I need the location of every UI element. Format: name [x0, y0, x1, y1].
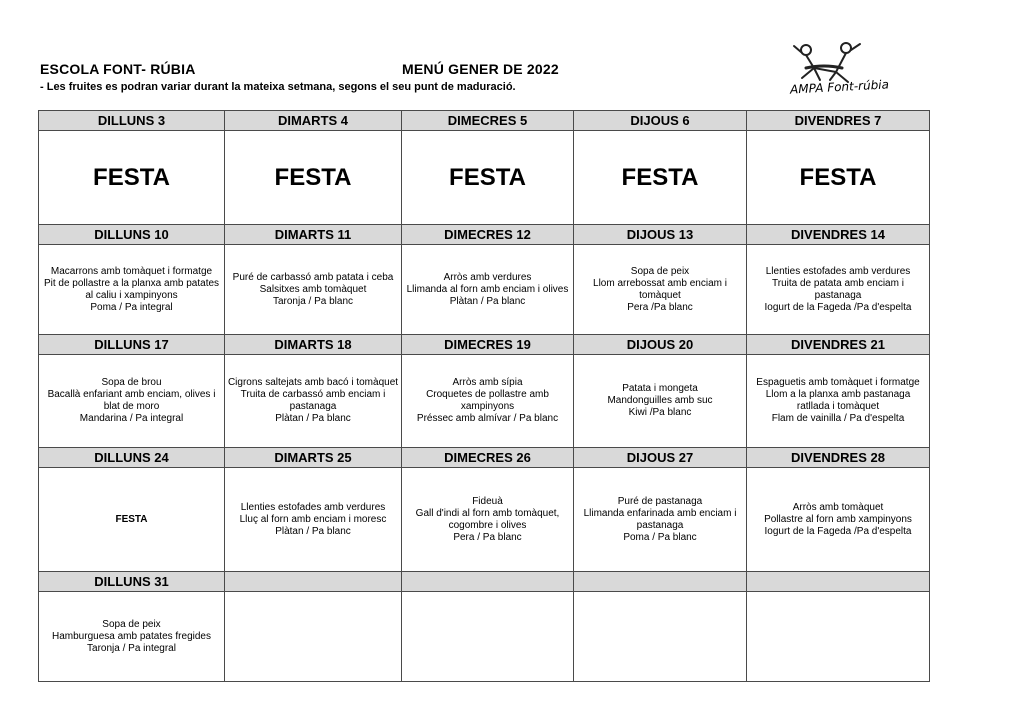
first-course: Arròs amb verdures: [443, 271, 532, 283]
menu-cell: [225, 355, 402, 448]
day-header: DIVENDRES 21: [747, 335, 930, 355]
first-course: Patata i mongeta: [622, 383, 698, 394]
dessert: Pera /Pa blanc: [627, 301, 693, 313]
dessert: Préssec amb almívar / Pa blanc: [416, 413, 559, 424]
menu-cell: [574, 468, 747, 572]
menu-cell: [402, 245, 574, 335]
day-header: [574, 572, 747, 592]
empty-cell: [747, 592, 930, 682]
festa-label: FESTA: [402, 131, 574, 225]
second-course: Salsitxes amb tomàquet: [259, 283, 367, 295]
menu-cell: [225, 468, 402, 572]
first-course: Sopa de peix: [102, 618, 161, 630]
second-course: Croquetes de pollastre amb xampinyons: [426, 389, 549, 412]
menu-title: MENÚ GENER DE 2022: [402, 61, 559, 77]
week-3-header: [39, 335, 930, 355]
logo-text: AMPA Font-rúbia: [789, 77, 890, 97]
menu-cell: [574, 245, 747, 335]
week-3-menu: [39, 355, 930, 448]
second-course: Llimanda al forn amb enciam i olives: [406, 283, 569, 295]
first-course: Macarrons amb tomàquet i formatge: [50, 265, 213, 277]
menu-cell: [39, 355, 225, 448]
day-header: DILLUNS 24: [39, 448, 225, 468]
day-header: DIMARTS 11: [225, 225, 402, 245]
menu-cell: [747, 468, 930, 572]
empty-cell: [574, 592, 747, 682]
menu-cell: [402, 468, 574, 572]
day-header: DILLUNS 10: [39, 225, 225, 245]
second-course: Hamburguesa amb patates fregides: [52, 630, 211, 642]
festa-label: FESTA: [39, 131, 225, 225]
second-course: Gall d'indi al forn amb tomàquet, cogombre i olives: [415, 507, 560, 531]
first-course: Puré de carbassó amb patata i ceba: [232, 271, 394, 283]
empty-cell: [225, 592, 402, 682]
week-5-header: [39, 572, 930, 592]
second-course: Llimanda enfarinada amb enciam i pastanaga: [583, 507, 737, 531]
week-2-header: [39, 225, 930, 245]
first-course: Arròs amb tomàquet: [792, 501, 884, 513]
dessert: Poma / Pa blanc: [623, 531, 697, 543]
second-course: Lluç al forn amb enciam i moresc: [239, 513, 387, 525]
school-name: ESCOLA FONT- RÚBIA: [40, 61, 196, 77]
first-course: Espaguetis amb tomàquet i formatge: [756, 377, 920, 388]
dessert: Plàtan / Pa blanc: [275, 413, 351, 424]
first-course: Puré de pastanaga: [617, 495, 703, 507]
first-course: Fideuà: [472, 495, 503, 507]
festa-label: FESTA: [39, 468, 225, 572]
menu-cell: [39, 592, 225, 682]
second-course: Mandonguilles amb suc: [607, 395, 713, 406]
day-header: DIJOUS 13: [574, 225, 747, 245]
day-header: DIMECRES 12: [402, 225, 574, 245]
week-1-menu: [39, 131, 930, 225]
dessert: Mandarina / Pa integral: [79, 413, 184, 424]
day-header: [225, 572, 402, 592]
dessert: Iogurt de la Fageda /Pa d'espelta: [764, 301, 912, 313]
first-course: Sopa de brou: [101, 377, 162, 388]
second-course: Pit de pollastre a la planxa amb patates al caliu i xampinyons: [43, 277, 220, 301]
first-course: Llenties estofades amb verdures: [240, 501, 386, 513]
day-header: DILLUNS 3: [39, 111, 225, 131]
day-header: [402, 572, 574, 592]
week-4-header: [39, 448, 930, 468]
day-header: DIMECRES 5: [402, 111, 574, 131]
dessert: Plàtan / Pa blanc: [449, 295, 526, 307]
menu-cell: [747, 245, 930, 335]
second-course: Truita de patata amb enciam i pastanaga: [772, 277, 904, 301]
second-course: Llom arrebossat amb enciam i tomàquet: [593, 277, 727, 301]
day-header: DIMECRES 26: [402, 448, 574, 468]
menu-table: [38, 110, 930, 682]
second-course: Pollastre al forn amb xampinyons: [764, 513, 912, 525]
menu-cell: [747, 355, 930, 448]
festa-label: FESTA: [747, 131, 930, 225]
day-header: [747, 572, 930, 592]
day-header: DIMARTS 25: [225, 448, 402, 468]
day-header: DIMARTS 18: [225, 335, 402, 355]
second-course: Llom a la planxa amb pastanaga ratllada i tomàquet: [765, 389, 911, 412]
first-course: Cigrons saltejats amb bacó i tomàquet: [227, 377, 399, 388]
menu-cell: [39, 245, 225, 335]
festa-label: FESTA: [225, 131, 402, 225]
dessert: Plàtan / Pa blanc: [275, 525, 351, 537]
dessert: Flam de vainilla / Pa d'espelta: [771, 413, 905, 424]
dessert: Iogurt de la Fageda /Pa d'espelta: [764, 525, 912, 537]
day-header: DIVENDRES 14: [747, 225, 930, 245]
menu-cell: [402, 355, 574, 448]
week-1-header: [39, 111, 930, 131]
week-4-menu: [39, 468, 930, 572]
first-course: Llenties estofades amb verdures: [765, 265, 911, 277]
week-2-menu: [39, 245, 930, 335]
empty-cell: [402, 592, 574, 682]
dessert: Pera / Pa blanc: [453, 531, 522, 543]
dessert: Poma / Pa integral: [90, 301, 173, 313]
day-header: DILLUNS 17: [39, 335, 225, 355]
menu-cell: [574, 355, 747, 448]
dessert: Kiwi /Pa blanc: [628, 407, 692, 418]
day-header: DIMARTS 4: [225, 111, 402, 131]
second-course: Bacallà enfariant amb enciam, olives i blat de moro: [47, 389, 216, 412]
first-course: Arròs amb sípia: [452, 377, 523, 388]
day-header: DILLUNS 31: [39, 572, 225, 592]
dessert: Taronja / Pa blanc: [272, 295, 354, 307]
day-header: DIJOUS 6: [574, 111, 747, 131]
day-header: DIJOUS 27: [574, 448, 747, 468]
dessert: Taronja / Pa integral: [87, 642, 176, 654]
day-header: DIVENDRES 28: [747, 448, 930, 468]
second-course: Truita de carbassó amb enciam i pastanaga: [240, 389, 386, 412]
day-header: DIVENDRES 7: [747, 111, 930, 131]
fruit-note: - Les fruites es podran variar durant la mateixa setmana, segons el seu punt de maduració.: [40, 81, 516, 93]
day-header: DIJOUS 20: [574, 335, 747, 355]
first-course: Sopa de peix: [630, 265, 690, 277]
menu-cell: [225, 245, 402, 335]
day-header: DIMECRES 19: [402, 335, 574, 355]
festa-label: FESTA: [574, 131, 747, 225]
week-5-menu: [39, 592, 930, 682]
